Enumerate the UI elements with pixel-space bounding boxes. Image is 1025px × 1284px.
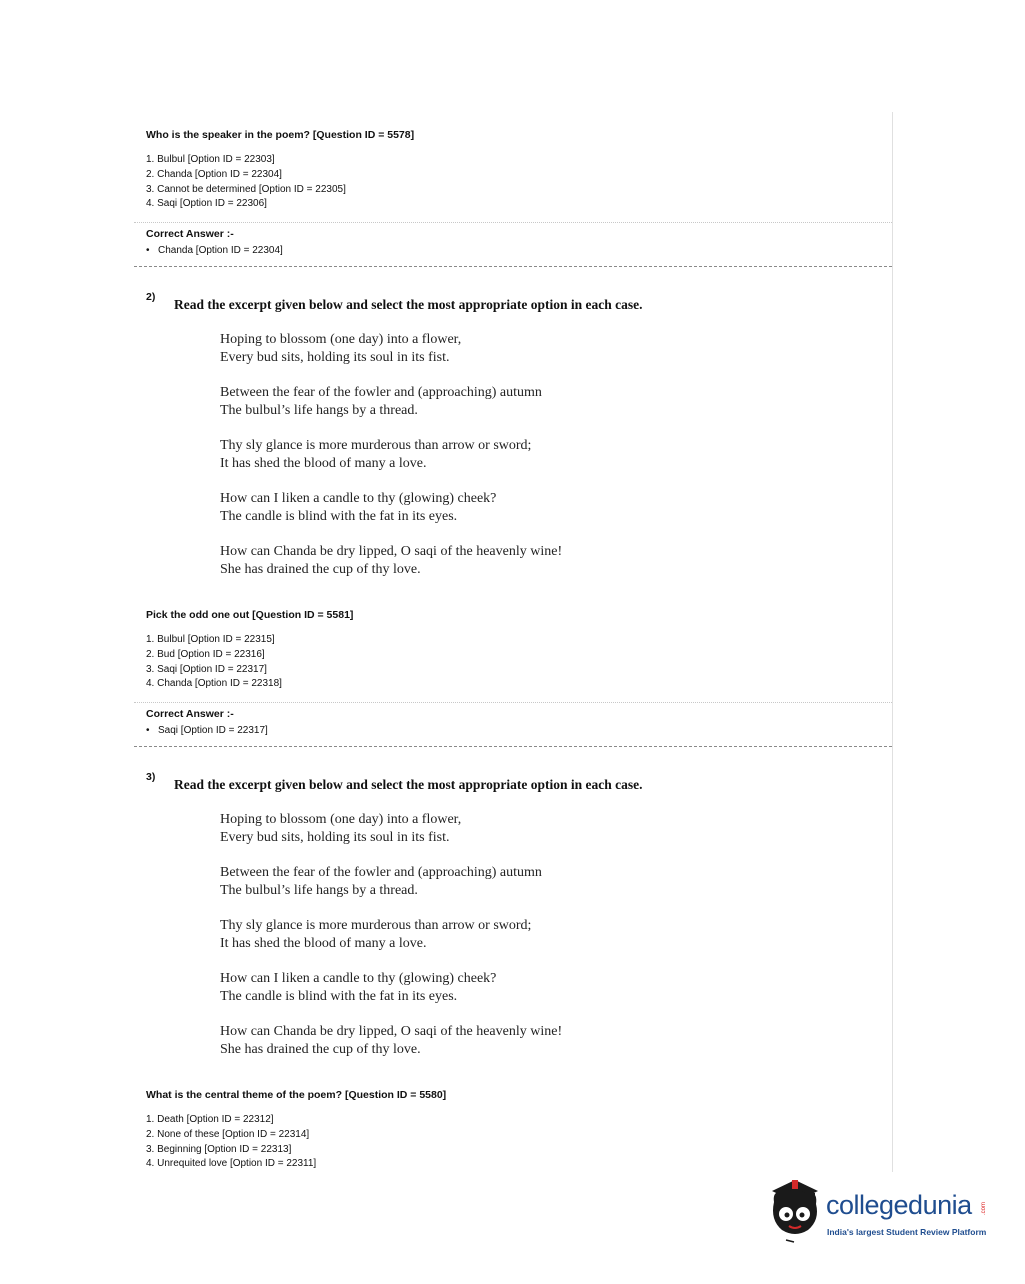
poem-line: It has shed the blood of many a love. (220, 936, 427, 951)
poem-line: The bulbul’s life hangs by a thread. (220, 403, 418, 418)
poem-line: Hoping to blossom (one day) into a flower, (220, 812, 462, 827)
poem-stanza (220, 543, 562, 579)
q2-correct-answer (146, 725, 268, 736)
page-right-border (892, 112, 893, 1172)
q3-title: What is the central theme of the poem? [Question ID = 5580] (146, 1089, 447, 1101)
poem-line: Hoping to blossom (one day) into a flower, (220, 332, 462, 347)
poem-line: It has shed the blood of many a love. (220, 456, 427, 471)
poem-line: She has drained the cup of thy love. (220, 562, 421, 577)
poem-line: How can Chanda be dry lipped, O saqi of the heavenly wine! (220, 544, 563, 559)
poem-stanza (220, 917, 562, 953)
q1-correct-value: Chanda [Option ID = 22304] (158, 245, 283, 256)
q1-option: 1. Bulbul [Option ID = 22303] (146, 154, 275, 165)
q1-correct-answer (146, 245, 283, 256)
q3-number: 3) (146, 771, 156, 783)
q3-option: 3. Beginning [Option ID = 22313] (146, 1143, 292, 1155)
poem-stanza (220, 384, 562, 420)
poem-stanza (220, 1023, 562, 1059)
q3-option: 4. Unrequited love [Option ID = 22311] (146, 1158, 317, 1170)
q1-options (146, 153, 346, 212)
q2-poem (220, 331, 562, 596)
q1-option: 2. Chanda [Option ID = 22304] (146, 168, 282, 180)
q3-options (146, 1113, 316, 1172)
poem-line: How can I liken a candle to thy (glowing) cheek? (220, 971, 497, 986)
q1-option: 4. Saqi [Option ID = 22306] (146, 198, 267, 210)
poem-line: Every bud sits, holding its soul in its fist. (220, 350, 450, 365)
q2-title: Pick the odd one out [Question ID = 5581] (146, 609, 354, 621)
poem-line: Every bud sits, holding its soul in its fist. (220, 830, 450, 845)
poem-line: She has drained the cup of thy love. (220, 1042, 421, 1057)
poem-line: The candle is blind with the fat in its eyes. (220, 989, 458, 1004)
q1-option: 3. Cannot be determined [Option ID = 22305] (146, 183, 346, 195)
q1-correct-label: Correct Answer :- (146, 228, 234, 240)
q2-correct-label: Correct Answer :- (146, 708, 234, 720)
exam-document (134, 112, 892, 1172)
poem-stanza (220, 331, 562, 367)
question-separator (134, 746, 892, 747)
q2-option: 2. Bud [Option ID = 22316] (146, 648, 265, 660)
poem-line: Between the fear of the fowler and (approaching) autumn (220, 385, 542, 400)
poem-stanza (220, 490, 562, 526)
q3-option: 2. None of these [Option ID = 22314] (146, 1128, 310, 1140)
logo-wordmark: collegedunia (826, 1190, 972, 1220)
poem-line: How can Chanda be dry lipped, O saqi of the heavenly wine! (220, 1024, 563, 1039)
bullet-icon: • (146, 245, 150, 256)
poem-stanza (220, 811, 562, 847)
q2-divider (134, 702, 892, 703)
poem-line: The bulbul’s life hangs by a thread. (220, 883, 418, 898)
poem-line: The candle is blind with the fat in its eyes. (220, 509, 458, 524)
mascot-icon (766, 1176, 824, 1248)
bullet-icon: • (146, 725, 150, 736)
poem-stanza (220, 437, 562, 473)
q1-title: Who is the speaker in the poem? [Question ID = 5578] (146, 129, 415, 141)
question-separator (134, 266, 892, 267)
logo-tagline: India's largest Student Review Platform (827, 1227, 987, 1237)
q2-option: 1. Bulbul [Option ID = 22315] (146, 634, 275, 645)
poem-line: Between the fear of the fowler and (approaching) autumn (220, 865, 542, 880)
q2-option: 3. Saqi [Option ID = 22317] (146, 663, 267, 675)
poem-line: How can I liken a candle to thy (glowing) cheek? (220, 491, 497, 506)
q2-correct-value: Saqi [Option ID = 22317] (158, 725, 268, 736)
q1-divider (134, 222, 892, 223)
q3-instruction: Read the excerpt given below and select the most appropriate option in each case. (174, 777, 643, 792)
q2-option: 4. Chanda [Option ID = 22318] (146, 678, 282, 690)
collegedunia-logo (766, 1176, 996, 1248)
poem-stanza (220, 864, 562, 900)
poem-stanza (220, 970, 562, 1006)
poem-line: Thy sly glance is more murderous than arrow or sword; (220, 438, 532, 453)
q2-instruction: Read the excerpt given below and select the most appropriate option in each case. (174, 297, 643, 312)
q3-poem (220, 811, 562, 1076)
q2-number: 2) (146, 291, 156, 303)
q3-option: 1. Death [Option ID = 22312] (146, 1114, 274, 1125)
poem-line: Thy sly glance is more murderous than arrow or sword; (220, 918, 532, 933)
q2-options (146, 633, 282, 692)
logo-suffix: .com (981, 1202, 987, 1216)
